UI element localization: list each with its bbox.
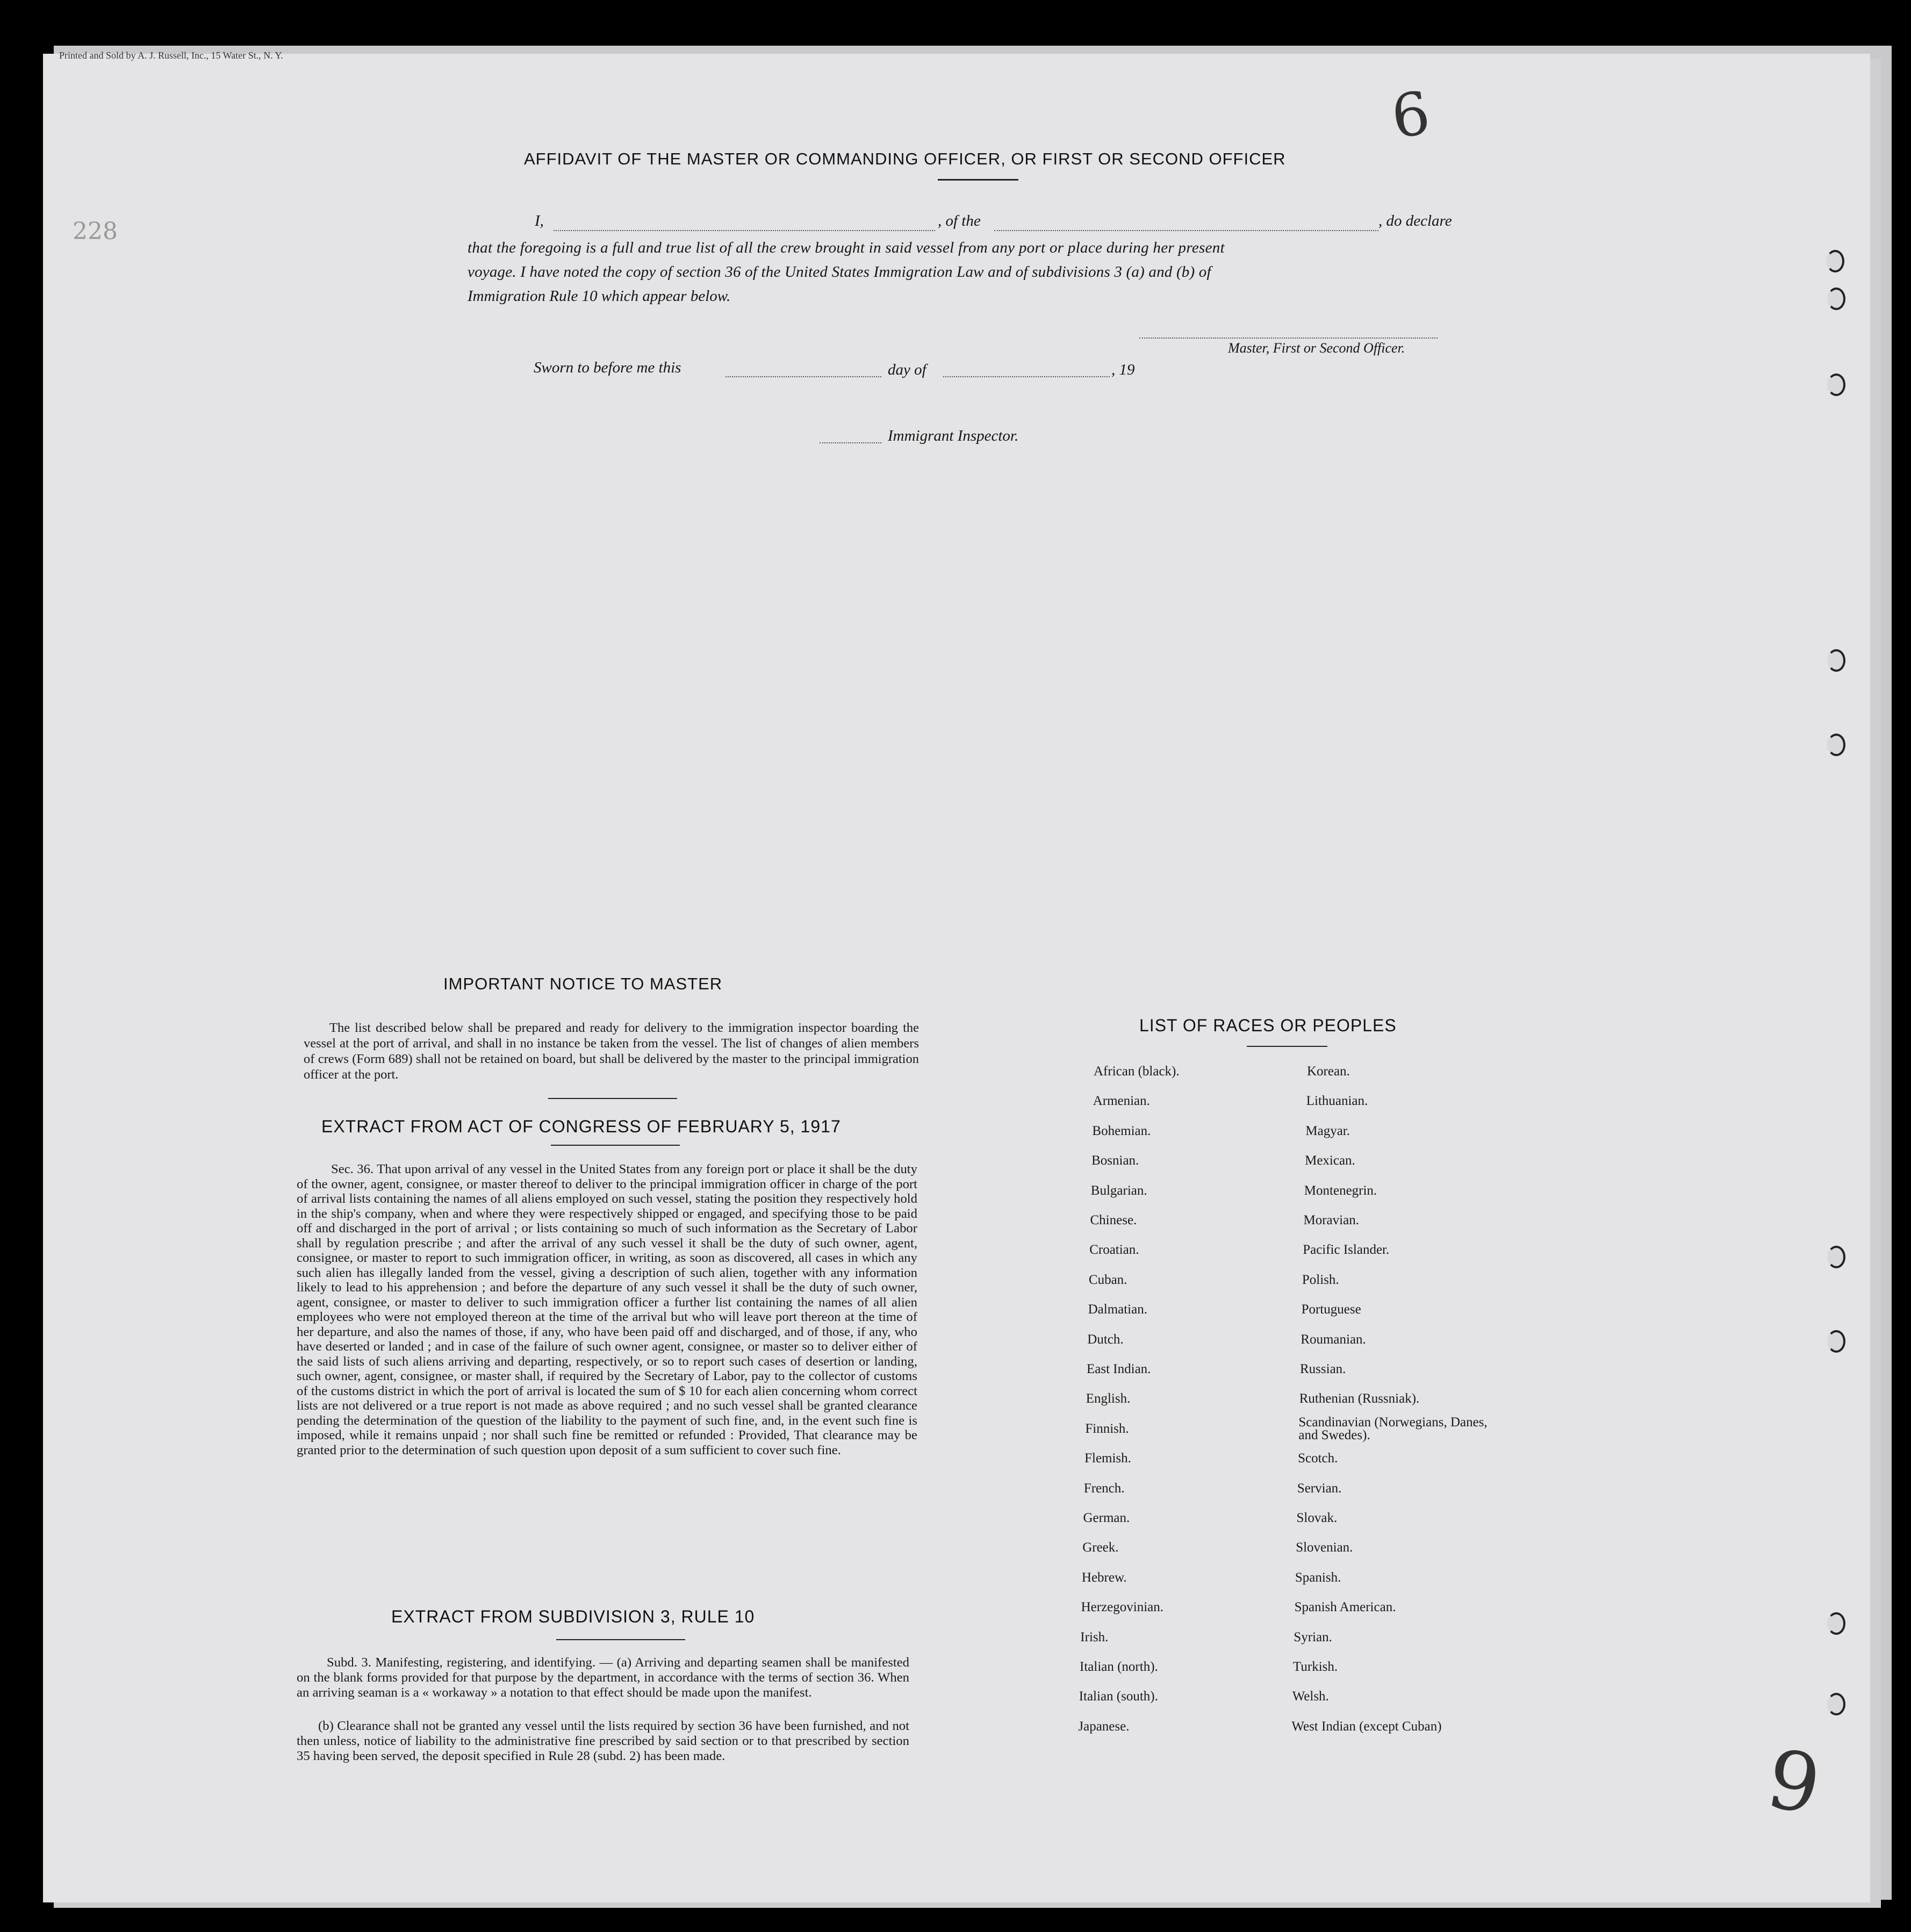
- race-item: Portuguese: [1301, 1302, 1361, 1317]
- act-text: Sec. 36. That upon arrival of any vessel in the United States from any foreign port or place it shall be the duty of the owner, agent, consignee, or master thereof to deliver to the principal immigration officer in charge of the port of arrival lists containing the names of all aliens employed on such vessel, stating the position they respectively hold in the ship's company, when and where they were respectively shipped or engaged, and specifying those to be paid off and discharged in the port of arrival ; or lists containing so much of such information as the Secretary of Labor shall by regulation prescribe ; and after the arrival of any such vessel it shall be the duty of such owner, agent, consignee, or master to report to such immigration officer, in writing, as soon as discovered, all cases in which any such alien has illegally landed from the vessel, giving a description of such alien, together with any information likely to lead to his apprehension ; and before the departure of any such vessel it shall be the duty of such owner, agent, consignee, or master to deliver to such immigration officer a further list containing the names of all alien employees who were not employed thereon at the time of the arrival but who will leave port thereon at the time of her departure, and also the names of those, if any, who have been paid off and discharged, and of those, if any, who have deserted or landed ; and in case of the failure of such owner agent, consignee, or master so to deliver either of the said lists of such aliens arriving and departing, respectively, or so to report such cases of desertion or landing, such owner, agent, consignee, or master shall, if required by the Secretary of Labor, pay to the collector of customs of the customs district in which the port of arrival is located the sum of $ 10 for each alien concerning whom correct lists are not delivered or a true report is not made as above required ; and no such vessel shall be granted clearance pending the determination of the question of the liability to the payment of such fine, and, in the event such fine is imposed, while it remains unpaid ; nor shall such fine be remitted or refunded : Provided, That clearance may be granted prior to the determination of such question upon deposit of a sum sufficient to cover such fine.: [297, 1162, 917, 1457]
- notice-text: The list described below shall be prepared and ready for delivery to the immigration inspector boarding the vessel at the port of arrival, and shall in no instance be taken from the vessel. The list of changes of alien members of crews (Form 689) shall not be retained on board, but shall be delivered by the master to the principal immigration officer at the port.: [304, 1021, 919, 1082]
- race-item: Japanese.: [1078, 1719, 1130, 1734]
- sworn-label: Sworn to before me this: [534, 359, 681, 376]
- race-item: Pacific Islander.: [1303, 1242, 1390, 1258]
- affidavit-of-the: , of the: [938, 212, 981, 229]
- race-item: Scandinavian (Norwegians, Danes, and Swedes).: [1298, 1414, 1488, 1442]
- punch-hole-icon: [1827, 288, 1845, 310]
- race-item: Syrian.: [1294, 1629, 1332, 1644]
- day-of-label: day of: [888, 361, 926, 378]
- handwritten-corner-number: 9: [1760, 1732, 1827, 1833]
- race-item: Bulgarian.: [1090, 1183, 1147, 1198]
- race-item: French.: [1083, 1481, 1125, 1496]
- name-field[interactable]: [554, 230, 935, 231]
- races-title-rule: [1247, 1046, 1327, 1047]
- race-item: African (black).: [1094, 1064, 1180, 1079]
- race-item: Croatian.: [1089, 1242, 1139, 1258]
- act-title-rule: [551, 1145, 680, 1146]
- punch-hole-icon: [1827, 374, 1845, 396]
- race-item: Korean.: [1307, 1064, 1350, 1079]
- race-item: Italian (north).: [1080, 1660, 1158, 1674]
- race-item: Greek.: [1082, 1540, 1119, 1555]
- rule-title: EXTRACT FROM SUBDIVISION 3, RULE 10: [391, 1607, 755, 1626]
- printer-line: Printed and Sold by A. J. Russell, Inc., 15 Water St., N. Y.: [59, 50, 283, 61]
- signature-field[interactable]: [1139, 337, 1438, 339]
- rule-title-rule: [556, 1639, 685, 1640]
- race-item: Dutch.: [1087, 1332, 1124, 1347]
- race-item: Mexican.: [1305, 1153, 1355, 1168]
- race-item: Irish.: [1080, 1629, 1109, 1644]
- race-item: Flemish.: [1084, 1451, 1131, 1466]
- punch-hole-icon: [1827, 1612, 1845, 1635]
- race-item: Russian.: [1300, 1362, 1346, 1376]
- sworn-day-field[interactable]: [725, 376, 881, 377]
- notice-title: IMPORTANT NOTICE TO MASTER: [443, 974, 723, 993]
- punch-hole-icon: [1827, 1246, 1845, 1268]
- rule-para-a: Subd. 3. Manifesting, registering, and identifying. — (a) Arriving and departing seamen shall be manifested on the blank forms provided for that purpose by the department, in accordance with the terms of section 36. When an arriving seaman is a « workaway » a notation to that effect should be made upon the manifest.: [297, 1655, 909, 1700]
- handwritten-page-number: 6: [1387, 78, 1434, 152]
- punch-hole-icon: [1827, 649, 1845, 672]
- race-item: East Indian.: [1087, 1362, 1151, 1376]
- race-item: Spanish.: [1295, 1570, 1341, 1585]
- race-item: Turkish.: [1293, 1660, 1338, 1674]
- affidavit-title-rule: [938, 179, 1018, 181]
- race-item: Herzegovinian.: [1081, 1600, 1163, 1615]
- punch-hole-icon: [1827, 1330, 1845, 1353]
- race-item: German.: [1083, 1511, 1130, 1525]
- inspector-label: Immigrant Inspector.: [888, 427, 1019, 444]
- race-item: Moravian.: [1303, 1213, 1359, 1227]
- year-label: , 19: [1111, 361, 1135, 378]
- race-item: Servian.: [1297, 1481, 1342, 1496]
- race-item: Magyar.: [1305, 1123, 1350, 1138]
- rule-para-b: (b) Clearance shall not be granted any vessel until the lists required by section 36 have been furnished, and not then unless, notice of liability to the administrative fine prescribed by said section or to that prescribed by section 35 having been served, the deposit specified in Rule 28 (subd. 2) has been made.: [297, 1719, 909, 1763]
- document-page: [43, 54, 1870, 1902]
- race-item: Montenegrin.: [1304, 1183, 1377, 1198]
- vessel-field[interactable]: [994, 230, 1378, 231]
- race-item: Hebrew.: [1081, 1570, 1127, 1585]
- race-item: Italian (south).: [1079, 1689, 1158, 1704]
- affidavit-do-declare: , do declare: [1378, 212, 1452, 229]
- race-item: Slovak.: [1296, 1511, 1338, 1525]
- act-title: EXTRACT FROM ACT OF CONGRESS OF FEBRUARY 5, 1917: [321, 1117, 841, 1136]
- race-item: Finnish.: [1085, 1421, 1129, 1436]
- race-item: Slovenian.: [1296, 1540, 1353, 1555]
- handwritten-margin-number: 228: [73, 218, 118, 245]
- signature-caption: Master, First or Second Officer.: [1228, 340, 1405, 356]
- race-item: English.: [1086, 1391, 1131, 1406]
- race-item: Welsh.: [1292, 1689, 1329, 1704]
- race-item: Polish.: [1302, 1272, 1339, 1287]
- punch-hole-icon: [1827, 1693, 1845, 1715]
- race-item: Roumanian.: [1301, 1332, 1366, 1347]
- punch-hole-icon: [1827, 734, 1845, 756]
- race-item: Dalmatian.: [1088, 1302, 1147, 1317]
- sworn-month-field[interactable]: [943, 376, 1110, 377]
- race-item: Ruthenian (Russniak).: [1299, 1391, 1420, 1406]
- race-item: Bohemian.: [1092, 1123, 1151, 1138]
- punch-hole-icon: [1826, 250, 1844, 272]
- race-item: Chinese.: [1090, 1213, 1137, 1227]
- affidavit-line-3: voyage. I have noted the copy of section 36 of the United States Immigration Law and of subdivisions 3 (a) and (b) of: [468, 263, 1211, 281]
- race-item: West Indian (except Cuban): [1291, 1719, 1442, 1734]
- race-item: Scotch.: [1298, 1451, 1338, 1466]
- race-item: Spanish American.: [1294, 1600, 1396, 1615]
- affidavit-title: AFFIDAVIT OF THE MASTER OR COMMANDING OFFICER, OR FIRST OR SECOND OFFICER: [524, 149, 1286, 168]
- race-item: Bosnian.: [1091, 1153, 1139, 1168]
- affidavit-i-label: I,: [535, 212, 544, 229]
- affidavit-line-2: that the foregoing is a full and true list of all the crew brought in said vessel from any port or place during her present: [468, 239, 1225, 256]
- race-item: Lithuanian.: [1306, 1094, 1368, 1109]
- notice-rule: [548, 1098, 677, 1099]
- race-item: Cuban.: [1088, 1272, 1127, 1287]
- affidavit-line-4: Immigration Rule 10 which appear below.: [468, 288, 731, 305]
- inspector-signature-field[interactable]: [820, 442, 881, 443]
- races-title: LIST OF RACES OR PEOPLES: [1139, 1016, 1397, 1035]
- race-item: Armenian.: [1093, 1094, 1150, 1109]
